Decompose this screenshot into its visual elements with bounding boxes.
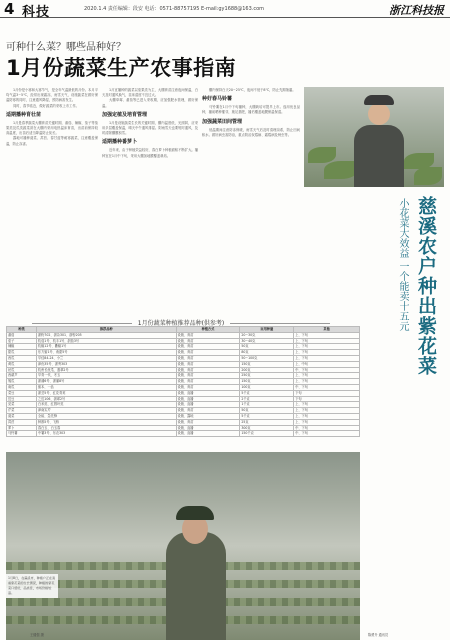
table-cell: 种都5号、飞桥	[36, 419, 176, 425]
section-name: 科技	[22, 5, 51, 20]
table-cell: 设施、育苗	[176, 384, 240, 390]
table-cell: 设施、育苗	[176, 379, 240, 385]
section-subheading: 种好春马铃薯	[202, 96, 233, 103]
table-cell: 上、下旬	[294, 419, 360, 425]
table-cell: 甜瓜	[7, 350, 37, 356]
masthead-meta: 2020.1.4 责任编辑：段安 电话：0571-88757195 E-mail:gy1688@163.com	[84, 6, 265, 12]
paragraph: 同时，春节临近，做好蔬菜的采收上市工作。	[13, 103, 79, 108]
table-header: 种植方式	[176, 327, 240, 333]
article-column-2	[102, 88, 198, 316]
paragraph: 大棚草莓、番茄等已进入采收期，应加强肥水管理，做好保温。	[102, 98, 198, 108]
table-cell: 上、下旬	[294, 373, 360, 379]
table-row	[7, 425, 360, 431]
table-cell: 设施、育苗	[176, 408, 240, 414]
table-cell: 黄瓜	[7, 361, 37, 367]
table-cell: 150克	[240, 361, 294, 367]
table-cell: 杭茄1号、杭丰1号、浙茄3号	[36, 338, 176, 344]
masthead	[0, 0, 450, 18]
table-cell: 设施、育苗	[176, 338, 240, 344]
table-cell: 浙粉702、浙杂301、浙粉205	[36, 332, 176, 338]
table-cell: 200克	[240, 367, 294, 373]
table-cell: 设施、直播	[176, 396, 240, 402]
paragraph: 1月是春季蔬菜大棚育苗关键时期，番茄、辣椒、茄子等茄果类及瓜类蔬菜须在大棚内采用电热温床育苗，出苗前保持较高温度，出苗后适当降温防止徒长。	[6, 120, 98, 136]
table-cell: 2千克	[240, 396, 294, 402]
table-cell: 莴苣	[7, 419, 37, 425]
table-header: 其他	[294, 327, 360, 333]
table-cell: 设施、露地	[176, 413, 240, 419]
variety-table	[6, 326, 360, 437]
table-cell: 中、下旬	[294, 431, 360, 437]
table-cell: 津优35号、浙秀303	[36, 361, 176, 367]
table-cell: 浙蒲6号、浙蒲8号	[36, 379, 176, 385]
table-cell: 设施、育苗	[176, 350, 240, 356]
article-column-3	[202, 88, 300, 316]
table-cell: 设施、育苗	[176, 361, 240, 367]
table-cell: 中、下旬	[294, 384, 360, 390]
table-cell: 设施、直播	[176, 425, 240, 431]
table-cell: 上、下旬	[294, 355, 360, 361]
article-kicker: 可种什么菜？哪些品种好？	[6, 42, 126, 53]
table-row	[7, 344, 360, 350]
paragraph: 1月宜播种的蔬菜以茄果类为主，大棚育苗注意夜间保温，白天及时通风换气，苗床湿度不宜过大。	[102, 88, 198, 98]
table-cell: 设施、育苗	[176, 367, 240, 373]
table-cell: 设施、直播	[176, 402, 240, 408]
table-cell: 东方蜜1号、甬甜5号	[36, 350, 176, 356]
table-cell: 白米苋、红圆叶苋	[36, 402, 176, 408]
table-row	[7, 361, 360, 367]
table-cell: 早佳84-24、小兰	[36, 355, 176, 361]
table-cell: 50克	[240, 408, 294, 414]
table-cell: 80克	[240, 350, 294, 356]
table-cell: 100克	[240, 384, 294, 390]
table-cell: 西葫芦	[7, 373, 37, 379]
table-cell: 设施、育苗	[176, 373, 240, 379]
table-cell: 上、下旬	[294, 332, 360, 338]
farmer-portrait-photo	[304, 87, 444, 187]
table-cell: 下旬	[294, 396, 360, 402]
table-row	[7, 332, 360, 338]
table-cell: 芹菜	[7, 408, 37, 414]
table-title: 1月份蔬菜种植推荐品种(供参考)	[6, 318, 356, 327]
table-cell: 设施、育苗	[176, 355, 240, 361]
table-cell: 萝卜	[7, 425, 37, 431]
table-cell: 中、下旬	[294, 425, 360, 431]
table-cell: 25克	[240, 419, 294, 425]
feature-kicker: 小花菜大效益 一个能卖十五元	[397, 198, 408, 332]
table-row	[7, 379, 360, 385]
table-cell: 上、下旬	[294, 350, 360, 356]
table-cell: 上、下旬	[294, 402, 360, 408]
table-cell: 上、下旬	[294, 408, 360, 414]
table-cell: 上、下旬	[294, 413, 360, 419]
table-cell: 春白玉、白玉春	[36, 425, 176, 431]
table-cell: 杭椒12号、衢椒1号	[36, 344, 176, 350]
table-cell: 西瓜	[7, 355, 37, 361]
table-cell: 中、下旬	[294, 367, 360, 373]
table-row	[7, 350, 360, 356]
table-header: 种类	[7, 327, 37, 333]
table-cell: 辣椒	[7, 344, 37, 350]
table-header: 推荐品种	[36, 327, 176, 333]
table-row	[7, 338, 360, 344]
table-cell: 设施、直播	[176, 431, 240, 437]
table-cell: 南瓜	[7, 384, 37, 390]
table-cell: 150克	[240, 379, 294, 385]
table-cell: 50~100克	[240, 355, 294, 361]
table-cell: 杭州长丝瓜、翡翠2号	[36, 367, 176, 373]
table-cell: 蜜本、一品	[36, 384, 176, 390]
table-row	[7, 402, 360, 408]
photo-credit: 王健强 摄	[30, 633, 44, 637]
table-cell: 上、下旬	[294, 344, 360, 350]
table-cell: 番茄	[7, 332, 37, 338]
table-cell: 上、中旬	[294, 361, 360, 367]
table-cell: 全能、急先锋	[36, 413, 176, 419]
section-subheading: 适期播种番萝卜	[102, 139, 138, 146]
table-cell: 菜豆	[7, 390, 37, 396]
table-cell: 设施、育苗	[176, 332, 240, 338]
table-cell: 马铃薯	[7, 431, 37, 437]
table-cell: 50克	[240, 344, 294, 350]
table-row	[7, 355, 360, 361]
table-row	[7, 367, 360, 373]
table-cell: 之豇106、浙翠2号	[36, 396, 176, 402]
table-cell: 丝瓜	[7, 367, 37, 373]
section-subheading: 适期播种育壮苗	[6, 111, 42, 118]
section-subheading: 加强定植及培育管理	[102, 111, 148, 118]
article-headline: 1月份蔬菜生产农事指南	[6, 56, 237, 80]
field-photo	[6, 452, 360, 640]
paragraph: 近年来，由于种植效益较好，春白萝卜种植面积不断扩大。播种宜在1月中下旬，采用大棚加地膜覆盖栽培。	[102, 148, 198, 158]
reporter-byline: 陈勇升 通讯员	[368, 633, 389, 637]
table-cell: 浙芸5号、红花青荚	[36, 390, 176, 396]
photo-caption: 1月8日，在慈溪市，种植户正在查看紫花菜的生长情况，种植的紫花菜口感好，品质佳，市场价格较高。	[6, 574, 58, 598]
table-cell: 上、下旬	[294, 338, 360, 344]
table-cell: 20~30克	[240, 332, 294, 338]
paragraph: 低温期间注意防冻保暖，雨雪天气后及时清理沟系，防止田间积水。做好病虫害防治，重点防治灰霉病、霜霉病及蚜虫等。	[202, 127, 300, 137]
paragraph: 马铃薯在1月中下旬播种，大棚栽培可提早上市。选用优良品种，播前晒种催芽，施足基肥，播后覆盖地膜保温保湿。	[202, 105, 300, 115]
paragraph: 1月是设施蔬菜生长的关键时期，棚内温度低，光照弱，应采用多层覆盖保温，晴天中午通风排湿。阴雨雪天也要短时通风，及时清除棚膜积雪。	[102, 120, 198, 136]
table-cell: 设施、育苗	[176, 419, 240, 425]
table-cell: 中薯3号、东农303	[36, 431, 176, 437]
table-cell: 250克	[240, 373, 294, 379]
table-cell: 豇豆	[7, 396, 37, 402]
table-row	[7, 373, 360, 379]
newspaper-logo: 浙江科技报	[389, 4, 444, 17]
table-cell: 下旬	[294, 390, 360, 396]
table-row	[7, 431, 360, 437]
table-cell: 300克	[240, 425, 294, 431]
section-subheading: 加强蔬菜田间管理	[202, 118, 243, 125]
table-cell: 菠菜	[7, 413, 37, 419]
table-header: 亩用种量	[240, 327, 294, 333]
table-cell: 早青一代、冬玉	[36, 373, 176, 379]
paragraph: 露地可播种菠菜、莴苣、春甘蓝等耐寒蔬菜，注意覆盖保温，防止冻害。	[6, 136, 98, 146]
table-cell: 设施、直播	[176, 390, 240, 396]
feature-title: 慈溪农户种出紫花菜	[415, 196, 437, 376]
table-cell: 茄子	[7, 338, 37, 344]
table-cell: 上、下旬	[294, 379, 360, 385]
table-cell: 设施、育苗	[176, 344, 240, 350]
table-cell: 30~40克	[240, 338, 294, 344]
paragraph: 1月份是小寒和大寒节气，是全年气温最低的月份。本月平均气温3~5℃，经常出现霜冻，雨雪天气，设施蔬菜在做好保温防寒的同时，注意通风降湿，预防病害发生。	[6, 88, 98, 103]
table-cell: 津南实芹	[36, 408, 176, 414]
table-cell: 150千克	[240, 431, 294, 437]
paragraph: 棚内保持白天20~25℃，夜间不低于8℃，防止先期抽薹。	[209, 88, 296, 92]
table-cell: 1千克	[240, 402, 294, 408]
page-number: 4	[4, 0, 15, 18]
table-cell: 瓠瓜	[7, 379, 37, 385]
table-cell: 苋菜	[7, 402, 37, 408]
table-cell: 5千克	[240, 390, 294, 396]
table-cell: 5千克	[240, 413, 294, 419]
article-column-1	[6, 88, 98, 316]
